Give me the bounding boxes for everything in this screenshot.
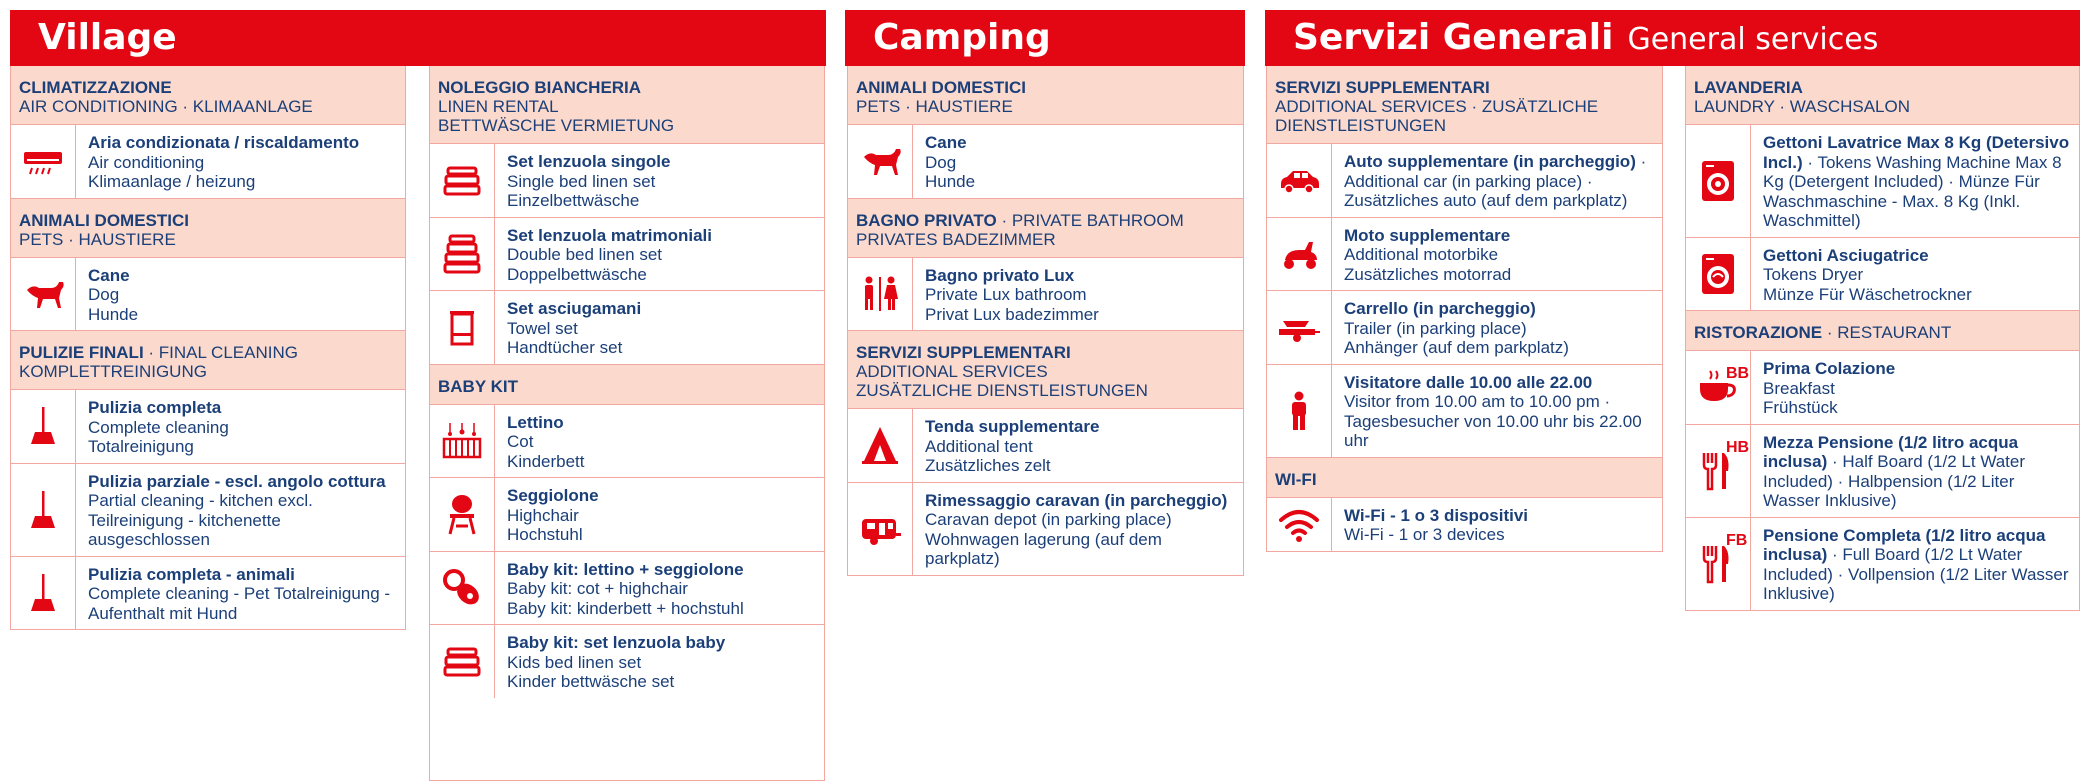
restroom-icon <box>848 258 913 331</box>
section-title: PULIZIE FINALI <box>19 343 144 362</box>
service-name: Pensione Completa (1/2 litro acqua inclusa) <box>1763 525 2046 564</box>
service-text <box>1332 291 1577 364</box>
service-description: Tokens Dryer Münze Für Wäschetrockner <box>1763 265 1972 304</box>
service-name: Wi-Fi - 1 o 3 dispositivi <box>1344 505 1529 525</box>
section-header <box>848 199 1243 258</box>
service-description: Dog Hunde <box>925 152 976 191</box>
service-item <box>1267 498 1662 551</box>
service-text <box>76 464 405 556</box>
section-header <box>1267 458 1662 498</box>
service-description: Partial cleaning - kitchen excl. Teilreinigung - kitchenette ausgeschlossen <box>88 491 313 549</box>
service-name: Pulizia parziale - escl. angolo cottura <box>88 471 386 491</box>
service-text <box>913 409 1107 482</box>
service-name: Visitatore dalle 10.00 alle 22.00 <box>1344 372 1593 392</box>
service-text <box>495 291 649 364</box>
service-description: Complete cleaning Totalreinigung <box>88 417 229 456</box>
section-header <box>11 66 405 125</box>
service-name: Baby kit: set lenzuola baby <box>507 633 726 652</box>
service-name: Tenda supplementare <box>925 417 1100 436</box>
service-text <box>76 125 367 198</box>
trailer-icon <box>1267 291 1332 364</box>
service-text <box>913 125 983 198</box>
visitor-icon <box>1267 365 1332 457</box>
camping-column <box>847 66 1244 576</box>
broom-icon <box>11 390 76 463</box>
service-text <box>1751 425 2079 517</box>
service-item <box>430 218 824 292</box>
service-item <box>1686 238 2079 312</box>
tent-icon <box>848 409 913 482</box>
service-description: Kids bed linen set Kinder bettwäsche set <box>507 652 675 691</box>
service-name: Set lenzuola singole <box>507 152 671 171</box>
service-item <box>430 625 824 698</box>
service-name: Seggiolone <box>507 486 599 505</box>
section-header <box>11 199 405 258</box>
service-name: Carrello (in parcheggio) <box>1344 299 1536 318</box>
section-title: ANIMALI DOMESTICI <box>19 210 189 230</box>
section-title: BABY KIT <box>438 376 518 396</box>
service-name: Pulizia completa - animali <box>88 564 295 584</box>
section-subtitle: PETS · HAUSTIERE <box>19 229 176 249</box>
section-subtitle: AIR CONDITIONING · KLIMAANLAGE <box>19 97 313 116</box>
service-item <box>1686 351 2079 425</box>
service-item <box>1267 144 1662 218</box>
service-item <box>11 557 405 630</box>
service-item <box>1686 125 2079 238</box>
service-text <box>913 258 1107 331</box>
service-text <box>76 390 237 463</box>
service-description: Additional motorbike Zusätzliches motorrad <box>1344 245 1512 284</box>
section-title: SERVIZI SUPPLEMENTARI <box>856 343 1071 362</box>
section-header <box>1686 66 2079 125</box>
service-description: Towel set Handtücher set <box>507 318 623 357</box>
washing-machine-icon <box>1686 125 1751 237</box>
service-item <box>1686 518 2079 610</box>
wifi-icon <box>1267 498 1332 551</box>
section-subtitle: · FINAL CLEANING KOMPLETTREINIGUNG <box>19 343 298 381</box>
linen-stack-icon <box>430 144 495 217</box>
service-description: · Full Board (1/2 Lt Water Included) · Vollpension (1/2 Liter Wasser Inklusive) <box>1763 545 2069 603</box>
dog-icon <box>11 258 76 331</box>
service-item <box>11 464 405 557</box>
service-name: Bagno privato Lux <box>925 265 1075 285</box>
service-item <box>11 258 405 332</box>
section-title: LAVANDERIA <box>1694 78 1803 97</box>
section-title: BAGNO PRIVATO <box>856 210 997 230</box>
village-header <box>10 10 826 66</box>
service-text <box>1751 125 2079 237</box>
service-item <box>11 390 405 464</box>
caravan-icon <box>848 483 913 575</box>
service-description: · Additional car (in parking place) · Zusätzliches auto (auf dem parkplatz) <box>1344 152 1647 210</box>
service-description: · Tokens Washing Machine Max 8 Kg (Detergent Included) · Münze Für Waschmaschine - Max. 8 Kg (Inkl. Waschmittel) <box>1763 152 2062 230</box>
linen-stack-icon <box>430 625 495 698</box>
car-icon <box>1267 144 1332 217</box>
service-description: Single bed linen set Einzelbettwäsche <box>507 171 656 210</box>
service-text <box>1332 498 1536 551</box>
service-description: Cot Kinderbett <box>507 432 585 471</box>
service-text <box>76 557 405 630</box>
service-item <box>1267 365 1662 458</box>
service-text <box>1751 351 1903 424</box>
service-item <box>1267 218 1662 292</box>
section-subtitle: ADDITIONAL SERVICES · ZUSÄTZLICHE DIENSTLEISTUNGEN <box>1275 97 1599 135</box>
section-header <box>11 331 405 390</box>
general-title: Servizi Generali <box>1293 17 1614 58</box>
service-text <box>913 483 1243 575</box>
service-name: Gettoni Lavatrice Max 8 Kg (Detersivo Incl.) <box>1763 133 2070 172</box>
service-text <box>76 258 146 331</box>
section-title: WI-FI <box>1275 469 1317 489</box>
dog-icon <box>848 125 913 198</box>
service-text <box>495 405 593 478</box>
camping-title: Camping <box>873 17 1051 58</box>
section-subtitle: ADDITIONAL SERVICES ZUSÄTZLICHE DIENSTLEISTUNGEN <box>856 362 1148 400</box>
section-subtitle: LAUNDRY · WASCHSALON <box>1694 97 1911 116</box>
service-text <box>495 218 720 291</box>
service-text <box>1751 238 1980 311</box>
service-name: Gettoni Asciugatrice <box>1763 245 1929 265</box>
service-description: Breakfast Frühstück <box>1763 378 1838 417</box>
section-title: ANIMALI DOMESTICI <box>856 78 1026 97</box>
service-name: Baby kit: lettino + seggiolone <box>507 559 744 579</box>
service-text <box>1332 365 1662 457</box>
service-item <box>430 144 824 218</box>
camping-header <box>845 10 1245 66</box>
service-item <box>848 409 1243 483</box>
service-name: Set asciugamani <box>507 299 642 318</box>
section-subtitle: LINEN RENTAL BETTWÄSCHE VERMIETUNG <box>438 97 675 135</box>
general-header <box>1265 10 2080 66</box>
service-text <box>495 625 733 698</box>
air-conditioner-icon <box>11 125 76 198</box>
service-text <box>1751 518 2079 610</box>
service-text <box>495 478 607 551</box>
service-item <box>430 478 824 552</box>
service-description: Baby kit: cot + highchair Baby kit: kinderbett + hochstuhl <box>507 579 744 618</box>
service-item <box>430 291 824 365</box>
service-description: Air conditioning Klimaanlage / heizung <box>88 152 256 191</box>
section-subtitle: · PRIVATE BATHROOM PRIVATES BADEZIMMER <box>856 210 1184 249</box>
service-item <box>848 258 1243 332</box>
section-header <box>1686 311 2079 351</box>
cutlery-icon <box>1686 425 1751 517</box>
section-title: RISTORAZIONE <box>1694 323 1823 342</box>
service-description: Dog Hunde <box>88 285 139 324</box>
meal-plan-tag: BB <box>1726 365 1750 382</box>
section-header <box>848 66 1243 125</box>
section-header <box>1267 66 1662 144</box>
scooter-icon <box>1267 218 1332 291</box>
dryer-icon <box>1686 238 1751 311</box>
section-title: NOLEGGIO BIANCHERIA <box>438 78 642 97</box>
linen-stack-large-icon <box>430 218 495 291</box>
meal-plan-tag: FB <box>1726 531 1748 549</box>
service-name: Mezza Pensione (1/2 litro acqua inclusa) <box>1763 432 2019 471</box>
service-name: Aria condizionata / riscaldamento <box>88 133 360 152</box>
meal-plan-tag: HB <box>1726 438 1750 456</box>
service-text <box>495 144 678 217</box>
service-description: Wi-Fi - 1 or 3 devices <box>1344 525 1505 544</box>
pacifier-icon <box>430 552 495 625</box>
service-name: Pulizia completa <box>88 398 222 417</box>
service-text <box>495 552 752 625</box>
service-item <box>430 552 824 626</box>
service-name: Prima Colazione <box>1763 359 1896 378</box>
service-name: Set lenzuola matrimoniali <box>507 225 712 245</box>
service-text <box>1332 144 1662 217</box>
service-description: Additional tent Zusätzliches zelt <box>925 436 1051 475</box>
section-title: SERVIZI SUPPLEMENTARI <box>1275 78 1490 97</box>
broom-icon <box>11 557 76 630</box>
section-header <box>430 365 824 405</box>
section-header <box>430 66 824 144</box>
village-right-column <box>429 66 825 781</box>
service-name: Cane <box>925 133 967 152</box>
service-item <box>848 125 1243 199</box>
general-left-column <box>1266 66 1663 552</box>
cot-icon <box>430 405 495 478</box>
service-name: Moto supplementare <box>1344 225 1511 245</box>
general-right-column <box>1685 66 2080 611</box>
section-subtitle: · RESTAURANT <box>1822 323 1952 342</box>
towel-icon <box>430 291 495 364</box>
service-description: Highchair Hochstuhl <box>507 505 583 544</box>
broom-icon <box>11 464 76 556</box>
village-left-column <box>10 66 406 630</box>
service-item <box>1267 291 1662 365</box>
service-description: Trailer (in parking place) Anhänger (auf dem parkplatz) <box>1344 318 1569 357</box>
service-name: Auto supplementare (in parcheggio) <box>1344 152 1636 171</box>
service-description: Double bed linen set Doppelbettwäsche <box>507 245 663 284</box>
service-description: · Half Board (1/2 Lt Water Included) · Halbpension (1/2 Liter Wasser Inklusive) <box>1763 452 2026 510</box>
service-description: Visitor from 10.00 am to 10.00 pm · Tagesbesucher von 10.00 uhr bis 22.00 uhr <box>1344 392 1642 450</box>
section-subtitle: PETS · HAUSTIERE <box>856 97 1013 116</box>
service-text <box>1332 218 1519 291</box>
highchair-icon <box>430 478 495 551</box>
service-item <box>848 483 1243 575</box>
service-item <box>430 405 824 479</box>
service-description: Complete cleaning - Pet Totalreinigung - Aufenthalt mit Hund <box>88 584 391 623</box>
service-item <box>11 125 405 199</box>
service-name: Rimessaggio caravan (in parcheggio) <box>925 490 1228 510</box>
service-description: Caravan depot (in parking place) Wohnwagen lagerung (auf dem parkplatz) <box>925 510 1172 568</box>
service-name: Cane <box>88 265 130 285</box>
coffee-cup-icon <box>1686 351 1751 424</box>
village-title: Village <box>38 17 177 58</box>
service-description: Private Lux bathroom Privat Lux badezimmer <box>925 285 1099 324</box>
cutlery-icon <box>1686 518 1751 610</box>
general-subtitle: General services <box>1627 22 1879 57</box>
section-title: CLIMATIZZAZIONE <box>19 78 172 97</box>
service-item <box>1686 425 2079 518</box>
service-name: Lettino <box>507 412 564 432</box>
section-header <box>848 331 1243 409</box>
